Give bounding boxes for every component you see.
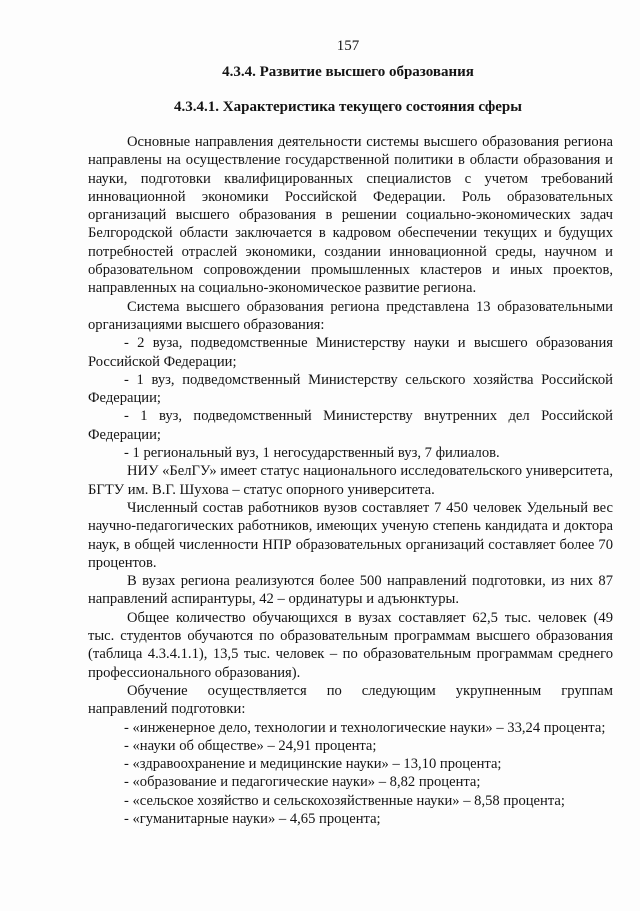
paragraph-staff: Численный состав работников вузов составляет 7 450 человек Удельный вес научно-педагогических работников, имеющих ученую степень кандидата и доктора наук, в общей численности НПР образовательных организаций составляет более 70 процентов. (88, 499, 613, 571)
paragraph-status: НИУ «БелГУ» имеет статус национального исследовательского университета, БГТУ им. В.Г. Шухова – статус опорного университета. (88, 463, 613, 498)
list-item-direction: - «гуманитарные науки» – 4,65 процента; (124, 810, 381, 827)
list-item-system: - 1 региональный вуз, 1 негосударственный вуз, 7 филиалов. (124, 445, 500, 462)
page-number: 157 (336, 38, 360, 54)
list-item-system: - 1 вуз, подведомственный Министерству внутренних дел Российской Федерации; (88, 408, 613, 443)
paragraph-programs: В вузах региона реализуются более 500 направлений подготовки, из них 87 направлений аспирантуры, 42 – ординатуры и адъюнктуры. (88, 573, 613, 608)
paragraph-directions: Обучение осуществляется по следующим укрупненным группам направлений подготовки: (88, 682, 613, 718)
paragraph-system: Система высшего образования региона представлена 13 образовательными организациями высшего образования: (88, 298, 613, 333)
body-text (88, 133, 613, 828)
list-item-direction: - «образование и педагогические науки» – 8,82 процента; (124, 774, 481, 791)
list-item-direction: - «инженерное дело, технологии и технологические науки» – 33,24 процента; (124, 719, 606, 736)
list-item-direction: - «здравоохранение и медицинские науки» – 13,10 процента; (124, 756, 502, 773)
paragraph-students: Общее количество обучающихся в вузах составляет 62,5 тыс. человек (49 тыс. студентов обучаются по образовательным программам высшего образования (таблица 4.3.4.1.1), 13,5 тыс. человек – по образовательным программам среднего профессионального образования). (88, 609, 613, 681)
list-item-system: - 2 вуза, подведомственные Министерству науки и высшего образования Российской Федерации; (88, 335, 613, 370)
list-item-direction: - «науки об обществе» – 24,91 процента; (124, 737, 377, 754)
paragraph-intro: Основные направления деятельности системы высшего образования региона направлены на осуществление государственной политики в области образования и науки, подготовки квалифицированных специалистов с учетом требований инновационной экономики Российской Федерации. Роль образовательных организаций высшего образования в решении социально-экономических задач Белгородской области заключается в кадровом обеспечении текущих и будущих потребностей отраслей экономики, создании инновационной среды, научном и образовательном сопровождении промышленных кластеров и иных проектов, направленных на социально-экономическое развитие региона. (88, 134, 613, 297)
list-item-direction: - «сельское хозяйство и сельскохозяйственные науки» – 8,58 процента; (124, 792, 565, 809)
list-item-system: - 1 вуз, подведомственный Министерству сельского хозяйства Российской Федерации; (88, 371, 613, 407)
section-title: 4.3.4. Развитие высшего образования (222, 64, 474, 80)
subsection-title: 4.3.4.1. Характеристика текущего состояния сферы (174, 99, 522, 115)
